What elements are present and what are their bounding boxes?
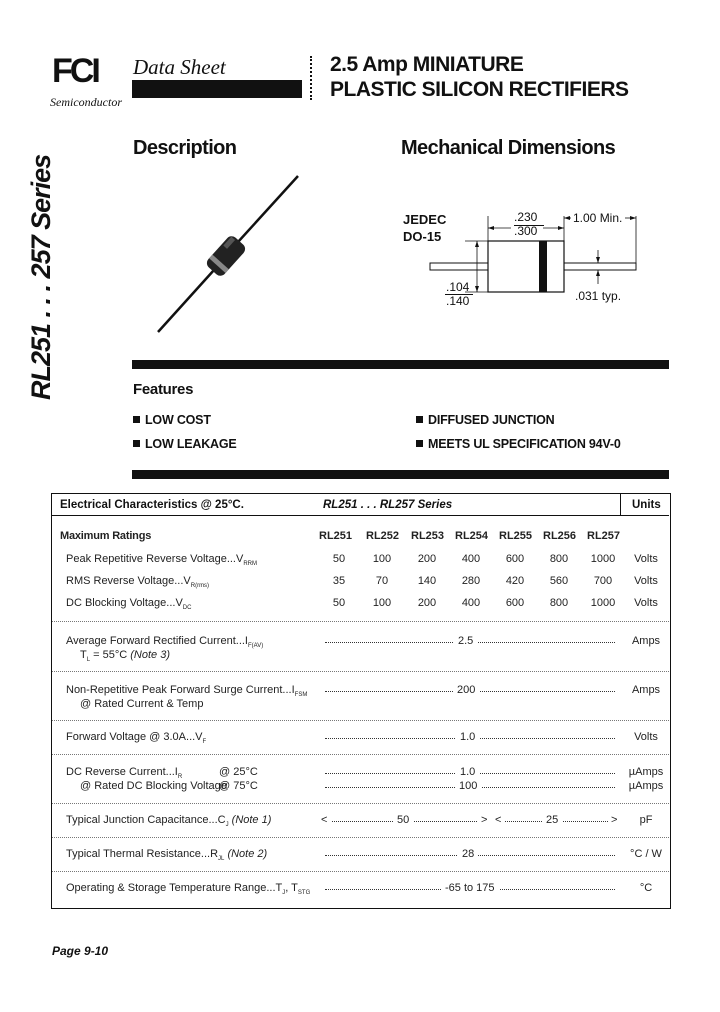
row-label-text: DC Blocking Voltage...V <box>66 597 183 609</box>
unit-cell: pF <box>639 814 653 826</box>
value-cell: 100 <box>455 780 481 792</box>
condition-sub: L <box>86 657 91 664</box>
condition-note: (Note 2) <box>227 848 268 860</box>
dim-wire: .031 typ. <box>575 289 622 303</box>
part-header: RL252 <box>366 530 400 542</box>
row-label-text: DC Reverse Current...I <box>66 766 178 778</box>
row-label-temp <box>66 882 310 896</box>
diode-lead-bottom <box>158 270 214 332</box>
row-label-sub: DC <box>182 605 192 612</box>
unit-cell: Amps <box>631 635 661 647</box>
unit-cell: µAmps <box>628 766 664 778</box>
row-label-text: RMS Reverse Voltage...V <box>66 575 191 587</box>
row-label-sub: J <box>225 822 229 829</box>
part-header: RL253 <box>411 530 445 542</box>
row-label-ifsm <box>66 684 307 698</box>
row-separator <box>52 754 669 755</box>
dim-diameter-max: .140 <box>446 294 470 308</box>
value-cell: 400 <box>461 597 481 609</box>
series-label <box>27 130 57 400</box>
feature-item: DIFFUSED JUNCTION <box>416 413 554 427</box>
row-label-rth <box>66 848 267 862</box>
cj-bracket-close: > <box>481 814 488 826</box>
feature-item: LOW LEAKAGE <box>133 437 237 451</box>
max-ratings-heading: Maximum Ratings <box>60 530 152 542</box>
value-cell: 50 <box>393 814 413 826</box>
row-label-sub: R <box>177 774 183 781</box>
row-condition: @ Rated Current & Temp <box>80 698 204 710</box>
value-cell: 800 <box>549 597 569 609</box>
part-header: RL254 <box>455 530 489 542</box>
value-cell: 560 <box>549 575 569 587</box>
part-header: RL256 <box>543 530 577 542</box>
row-label-text: Forward Voltage @ 3.0A...V <box>66 731 203 743</box>
unit-cell: °C / W <box>630 848 662 860</box>
lead-right <box>564 263 636 270</box>
value-cell: 25 <box>542 814 562 826</box>
row-label-sub: F(AV) <box>247 643 264 650</box>
package-body <box>488 241 564 292</box>
logo-subtitle: Semiconductor <box>50 95 122 109</box>
part-header: RL251 <box>319 530 353 542</box>
section-bar-bottom <box>132 470 669 479</box>
units-header: Units <box>632 499 661 511</box>
row-separator <box>52 671 669 672</box>
page-number: Page 9-10 <box>52 944 109 958</box>
doc-type-label: Data Sheet <box>133 55 226 79</box>
table-series: RL251 . . . RL257 Series <box>323 499 453 511</box>
row-label-vrrm <box>66 553 257 567</box>
unit-cell: µAmps <box>628 780 664 792</box>
row-label-text: Peak Repetitive Reverse Voltage...V <box>66 553 244 565</box>
unit-cell: Volts <box>634 731 658 743</box>
row-label-vf <box>66 731 206 745</box>
value-cell: 70 <box>375 575 389 587</box>
page-title <box>330 52 629 102</box>
row-condition <box>80 649 170 663</box>
row-label-text: Operating & Storage Temperature Range...T <box>66 882 283 894</box>
row-label-sub: FSM <box>294 692 308 699</box>
condition-note: (Note 1) <box>231 814 272 826</box>
row-label-text: Average Forward Rectified Current...I <box>66 635 248 647</box>
row-label-sub: R(rms) <box>190 583 210 590</box>
row-label-text: Typical Junction Capacitance...C <box>66 814 226 826</box>
value-cell: 800 <box>549 553 569 565</box>
value-cell: 50 <box>332 597 346 609</box>
value-cell: 200 <box>417 553 437 565</box>
description-heading: Description <box>133 137 237 159</box>
feature-item: LOW COST <box>133 413 211 427</box>
feature-item: MEETS UL SPECIFICATION 94V-0 <box>416 437 621 451</box>
ir-temp-25: @ 25°C <box>219 766 258 778</box>
jedec-text: JEDEC <box>403 212 447 227</box>
dim-lead-length: 1.00 Min. <box>573 211 623 225</box>
row-label-ir <box>66 766 182 780</box>
value-cell: 1.0 <box>456 766 479 778</box>
row-separator <box>52 621 669 622</box>
dim-body-max: .300 <box>514 224 538 238</box>
row-label-cj <box>66 814 271 828</box>
value-cell: 2.5 <box>454 635 477 647</box>
table-header-line <box>52 515 669 516</box>
value-cell: 140 <box>417 575 437 587</box>
mechanical-heading: Mechanical Dimensions <box>401 137 616 159</box>
cj-bracket-open: < <box>321 814 328 826</box>
dim-body-min: .230 <box>514 210 538 224</box>
package-text: DO-15 <box>403 229 442 244</box>
row-condition: @ Rated DC Blocking Voltage <box>80 780 227 792</box>
dim-diameter-fraction-line <box>445 294 473 295</box>
dim-diameter-min: .104 <box>446 280 470 294</box>
cathode-band <box>539 241 547 292</box>
value-cell: 1000 <box>590 553 616 565</box>
value-cell: 1.0 <box>456 731 479 743</box>
value-cell: 400 <box>461 553 481 565</box>
part-header: RL255 <box>499 530 533 542</box>
cj-bracket-open: < <box>495 814 502 826</box>
row-separator <box>52 871 669 872</box>
row-separator <box>52 837 669 838</box>
company-logo: FCI <box>52 52 98 90</box>
row-label-sub: JL <box>218 856 225 863</box>
title-line-1: 2.5 Amp MINIATURE <box>330 53 524 76</box>
title-line-2: PLASTIC SILICON RECTIFIERS <box>330 78 629 101</box>
row-label-vdc <box>66 597 191 611</box>
row-label-text: Non-Repetitive Peak Forward Surge Current...I <box>66 684 295 696</box>
units-column-divider <box>620 494 621 515</box>
row-separator <box>52 803 669 804</box>
table-title: Electrical Characteristics @ 25°C. <box>60 499 244 511</box>
value-cell: 280 <box>461 575 481 587</box>
unit-cell: Volts <box>634 597 658 609</box>
row-label-sub: J <box>282 890 286 897</box>
row-label-vrms <box>66 575 209 589</box>
condition-note: (Note 3) <box>130 649 170 661</box>
value-cell: 600 <box>505 597 525 609</box>
value-cell: 1000 <box>590 597 616 609</box>
features-heading: Features <box>133 381 194 398</box>
part-header: RL257 <box>587 530 621 542</box>
row-label-ifav <box>66 635 263 649</box>
series-label-text: RL251 . . . 257 Series <box>26 154 56 400</box>
value-cell: 200 <box>417 597 437 609</box>
value-cell: 28 <box>458 848 478 860</box>
row-label-text: Typical Thermal Resistance...R <box>66 848 219 860</box>
ir-temp-75: @ 75°C <box>219 780 258 792</box>
header-divider <box>310 56 312 100</box>
row-label-sub: RRM <box>243 561 257 568</box>
row-label-sub: F <box>202 739 207 746</box>
diode-lead-top <box>238 176 298 242</box>
lead-left <box>430 263 488 270</box>
value-cell: 420 <box>505 575 525 587</box>
cj-bracket-close: > <box>611 814 618 826</box>
row-label-text: , T <box>285 882 298 894</box>
unit-cell: Volts <box>634 553 658 565</box>
value-cell: 100 <box>372 553 392 565</box>
unit-cell: Amps <box>631 684 661 696</box>
row-separator <box>52 720 669 721</box>
dim-body-fraction-line <box>514 225 544 226</box>
diode-illustration <box>150 170 310 340</box>
value-cell: -65 to 175 <box>441 882 499 894</box>
value-cell: 50 <box>332 553 346 565</box>
section-bar-top <box>132 360 669 369</box>
value-cell: 700 <box>593 575 613 587</box>
unit-cell: Volts <box>634 575 658 587</box>
condition-text: = 55°C <box>90 649 131 661</box>
header-bar <box>132 80 302 98</box>
unit-cell: °C <box>639 882 653 894</box>
value-cell: 35 <box>332 575 346 587</box>
row-label-sub: STG <box>297 890 311 897</box>
condition-text: T <box>80 649 87 661</box>
value-cell: 600 <box>505 553 525 565</box>
value-cell: 100 <box>372 597 392 609</box>
value-cell: 200 <box>453 684 479 696</box>
